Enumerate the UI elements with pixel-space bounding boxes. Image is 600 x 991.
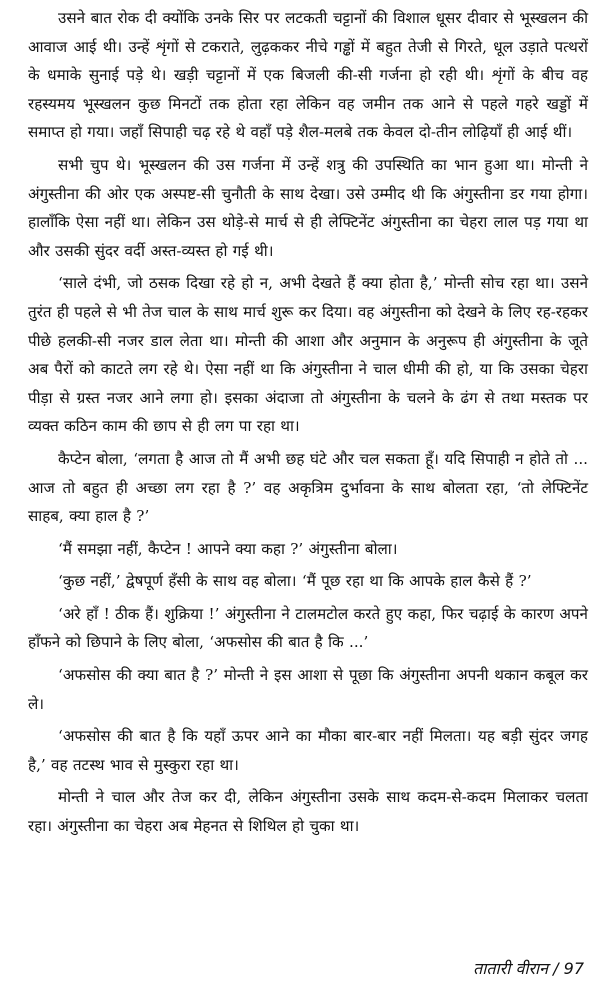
paragraph: कैप्टेन बोला, ‘लगता है आज तो मैं अभी छह घंटे और चल सकता हूँ। यदि सिपाही न होते तो ... आज तो बहुत ही अच्छा लग रहा है ?’ वह अकृत्रिम दुर्भावना के साथ बोलता रहा, ‘तो लेफ्टिनेंट साहब, क्या हाल है ?’ (28, 449, 588, 526)
paragraph: ‘अफसोस की बात है कि यहाँ ऊपर आने का मौका बार-बार नहीं मिलता। यह बड़ी सुंदर जगह है,’ वह तटस्थ भाव से मुस्कुरा रहा था। (28, 727, 588, 774)
footer-separator: / (553, 959, 559, 978)
paragraph: ‘साले दंभी, जो ठसक दिखा रहे हो न, अभी देखते हैं क्या होता है,’ मोन्ती सोच रहा था। उसने तुरंत ही पहले से भी तेज चाल के साथ मार्च शुरू कर दिया। वह अंगुस्तीना को देखने के लिए रह-रहकर पीछे हलकी-सी नजर डाल लेता था। मोन्ती की आशा और अनुमान के अनुरूप ही अंगुस्तीना के जूते अब पैरों को काटते लग रहे थे। ऐसा नहीं था कि अंगुस्तीना ने चाल धीमी की हो, या कि उसका चेहरा पीड़ा से ग्रस्त नजर आने लगा हो। इसका अंदाजा तो अंगुस्तीना के चलने के ढंग से तथा मस्तक पर व्यक्त कठिन काम की छाप से ही लग पा रहा था। (28, 274, 588, 436)
paragraph: ‘अरे हाँ ! ठीक हैं। शुक्रिया !’ अंगुस्तीना ने टालमटोल करते हुए कहा, फिर चढ़ाई के कारण अपने हाँफने को छिपाने के लिए बोला, ‘अफसोस की बात है कि ...’ (28, 604, 588, 652)
page-body-text (28, 4, 588, 845)
page-footer (473, 957, 584, 979)
paragraph: ‘अफसोस की क्या बात है ?’ मोन्ती ने इस आशा से पूछा कि अंगुस्तीना अपनी थकान कबूल कर ले। (28, 666, 588, 713)
paragraph: उसने बात रोक दी क्योंकि उनके सिर पर लटकती चट्टानों की विशाल धूसर दीवार से भूस्खलन की आवाज आई थी। उन्हें शृंगों से टकराते, लुढ़ककर नीचे गड्ढों में बहुत तेजी से गिरते, धूल उड़ाते पत्थरों के धमाके सुनाई पड़े थे। खड़ी चट्टानों में एक बिजली की-सी गर्जना हो रही थी। शृंगों के बीच वह रहस्यमय भूस्खलन कुछ मिनटों तक होता रहा लेकिन वह जमीन तक आने से पहले गहरे खड्डों में समाप्त हो गया। जहाँ सिपाही चढ़ रहे थे वहाँ पड़े शैल-मलबे तक केवल दो-तीन लोढ़ियाँ ही आई थीं। (28, 9, 588, 142)
paragraph: मोन्ती ने चाल और तेज कर दी, लेकिन अंगुस्तीना उसके साथ कदम-से-कदम मिलाकर चलता रहा। अंगुस्तीना का चेहरा अब मेहनत से शिथिल हो चुका था। (28, 788, 588, 836)
running-title: तातारी वीरान (473, 959, 549, 978)
paragraph: ‘कुछ नहीं,’ द्वेषपूर्ण हँसी के साथ वह बोला। ‘मैं पूछ रहा था कि आपके हाल कैसे हैं ?’ (58, 572, 532, 591)
paragraph: सभी चुप थे। भूस्खलन की उस गर्जना में उन्हें शत्रु की उपस्थिति का भान हुआ था। मोन्ती ने अंगुस्तीना की ओर एक अस्पष्ट-सी चुनौती के साथ देखा। उसे उम्मीद थी कि अंगुस्तीना डर गया होगा। हालाँकि ऐसा नहीं था। लेकिन उस थोड़े-से मार्च से ही लेफ्टिनेंट अंगुस्तीना का चेहरा लाल पड़ गया था और उसकी सुंदर वर्दी अस्त-व्यस्त हो गई थी। (28, 155, 588, 260)
page-number: 97 (563, 959, 584, 978)
paragraph: ‘मैं समझा नहीं, कैप्टेन ! आपने क्या कहा ?’ अंगुस्तीना बोला। (58, 539, 398, 558)
